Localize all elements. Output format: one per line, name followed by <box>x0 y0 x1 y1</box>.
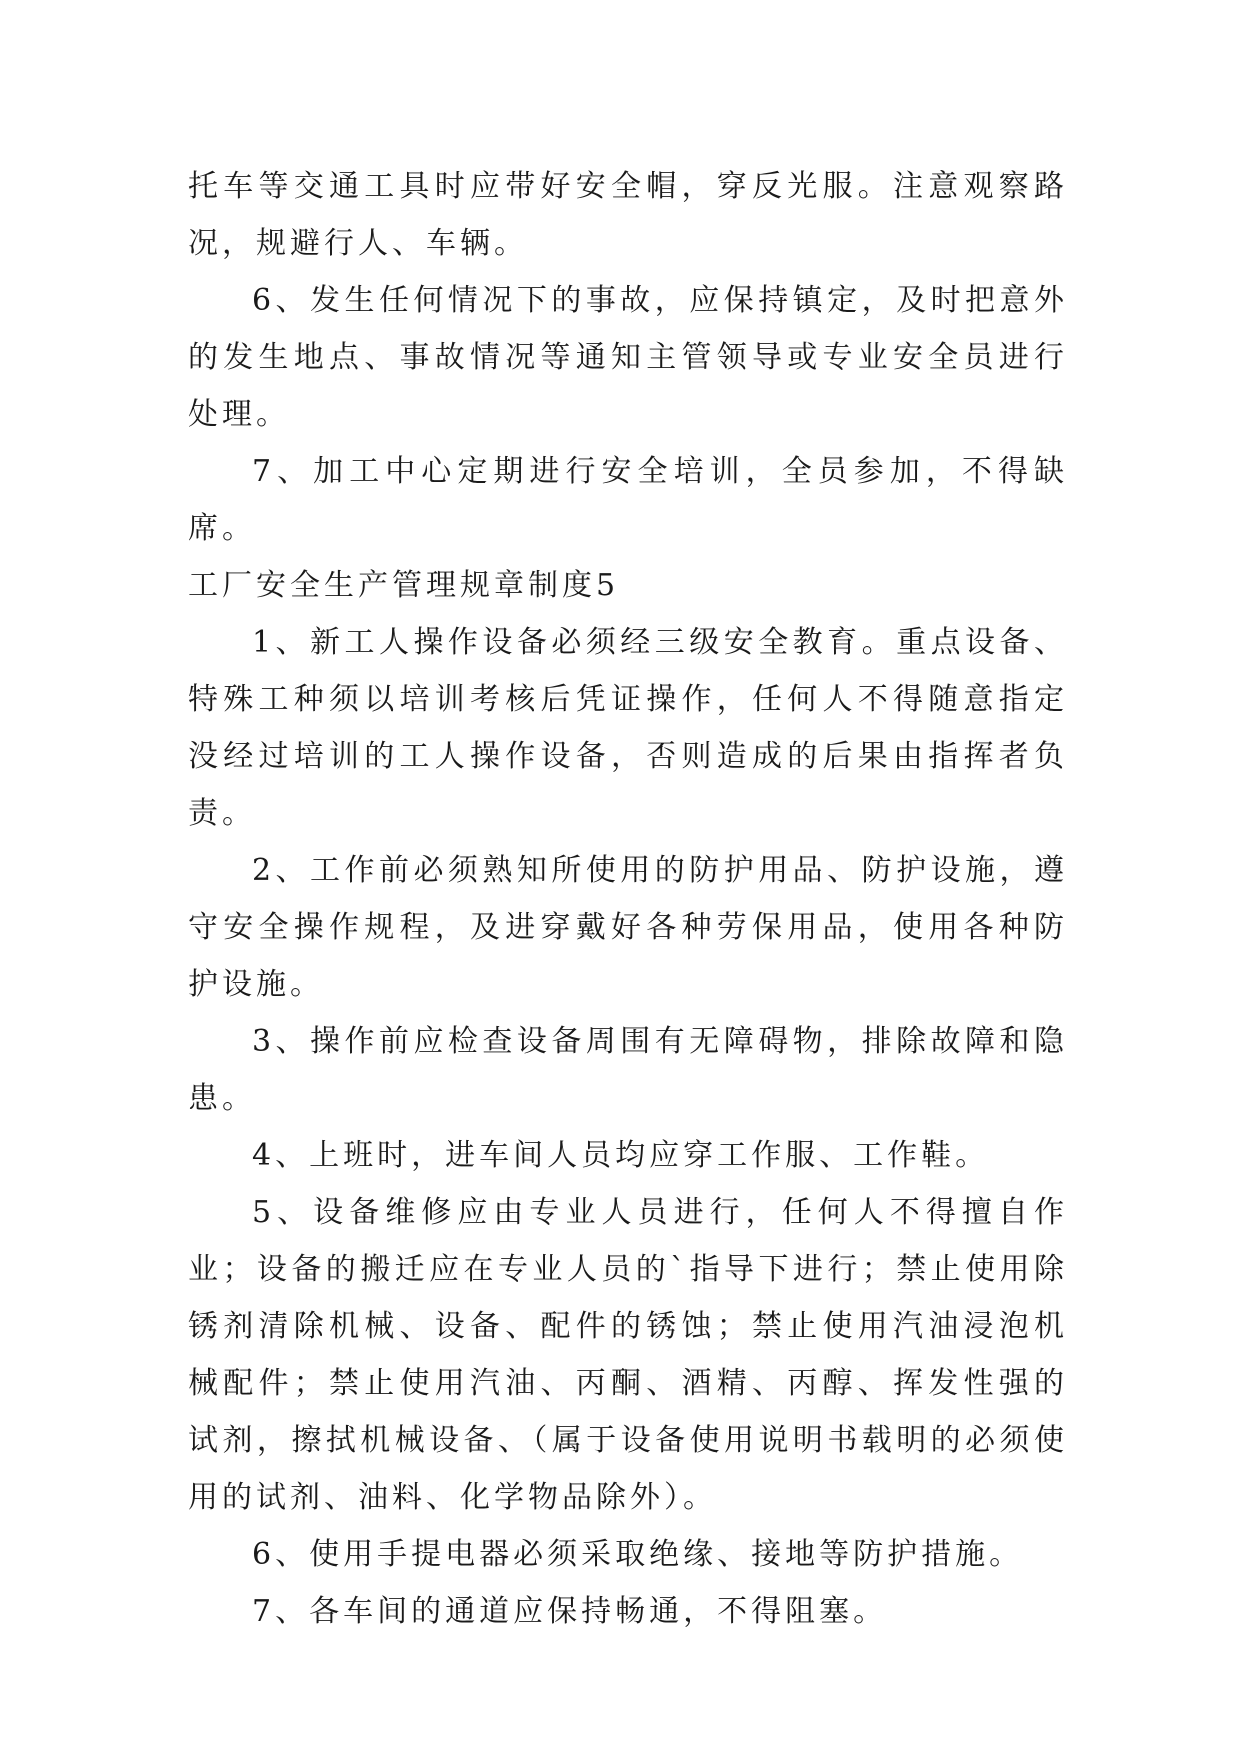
continuation-paragraph: 托车等交通工具时应带好安全帽，穿反光服。注意观察路况，规避行人、车辆。 <box>188 169 1068 261</box>
section-heading: 工厂安全生产管理规章制度5 <box>188 568 620 603</box>
rule-item-6: 6、发生任何情况下的事故，应保持镇定，及时把意外的发生地点、事故情况等通知主管领导或专业安全员进行处理。 <box>188 283 1068 432</box>
rule-item-7: 7、加工中心定期进行安全培训，全员参加，不得缺席。 <box>188 454 1068 546</box>
rule-item-4: 4、上班时，进车间人员均应穿工作服、工作鞋。 <box>252 1138 990 1173</box>
rule-item-5: 5、设备维修应由专业人员进行，任何人不得擅自作业；设备的搬迁应在专业人员的`指导下进行；禁止使用除锈剂清除机械、设备、配件的锈蚀；禁止使用汽油浸泡机械配件；禁止使用汽油、丙酮、酒精、丙醇、挥发性强的试剂，擦拭机械设备、（属于设备使用说明书载明的必须使用的试剂、油料、化学物品除外）。 <box>188 1195 1068 1515</box>
rule-item-2: 2、工作前必须熟知所使用的防护用品、防护设施，遵守安全操作规程，及进穿戴好各种劳保用品，使用各种防护设施。 <box>188 853 1068 1002</box>
rule-item-3: 3、操作前应检查设备周围有无障碍物，排除故障和隐患。 <box>188 1024 1068 1116</box>
rule-item-6b: 6、使用手提电器必须采取绝缘、接地等防护措施。 <box>252 1537 1024 1572</box>
document-body <box>188 158 1068 1640</box>
rule-item-1: 1、新工人操作设备必须经三级安全教育。重点设备、特殊工种须以培训考核后凭证操作，任何人不得随意指定没经过培训的工人操作设备，否则造成的后果由指挥者负责。 <box>188 625 1068 831</box>
rule-item-7b: 7、各车间的通道应保持畅通，不得阻塞。 <box>252 1594 888 1629</box>
